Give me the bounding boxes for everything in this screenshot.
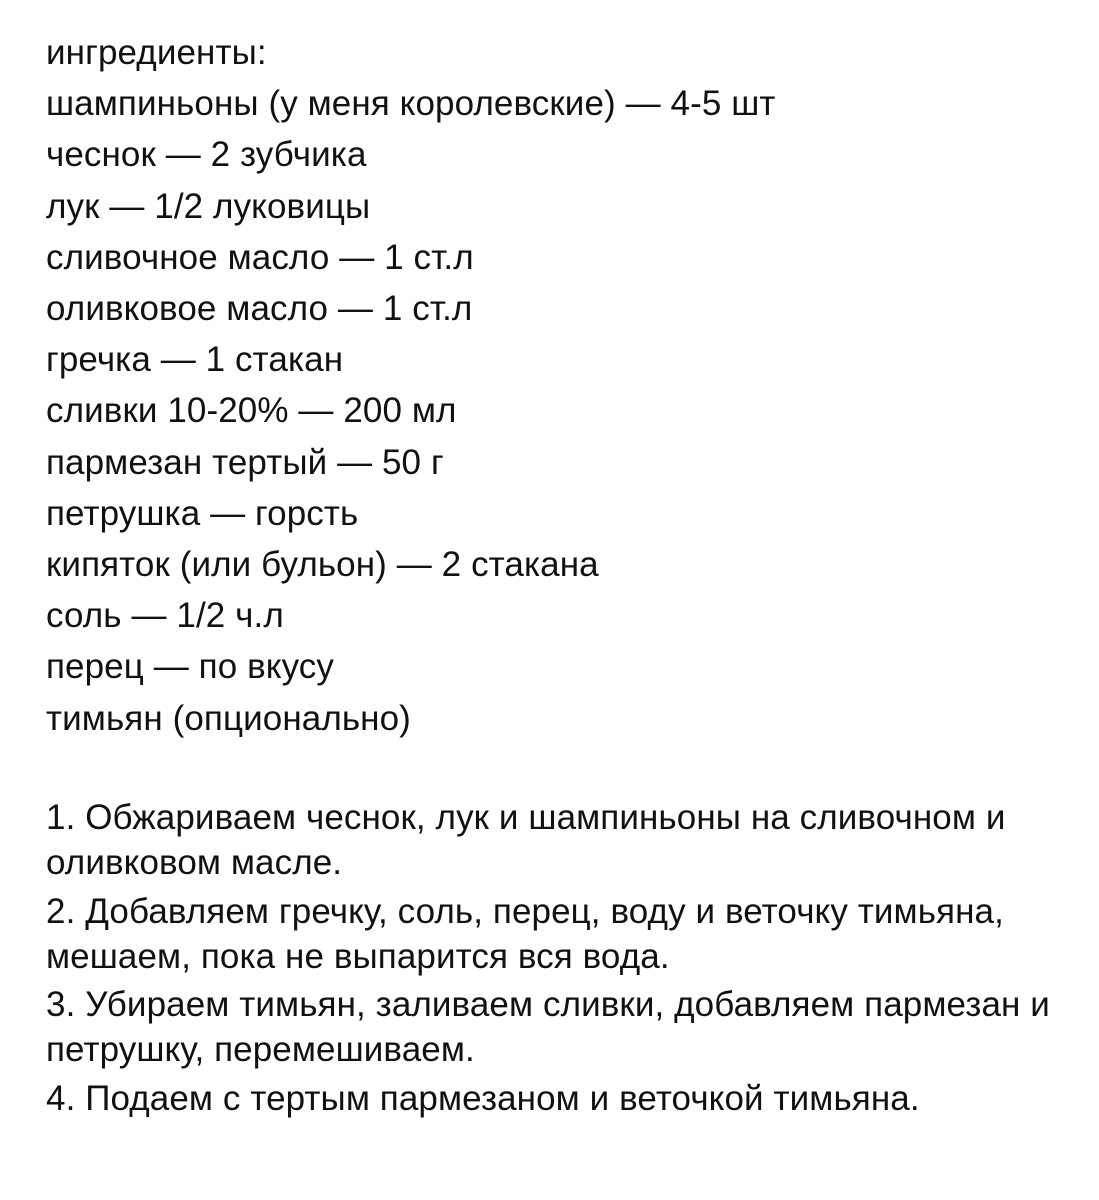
ingredient-item: петрушка — горсть xyxy=(46,493,359,533)
ingredient-item: перец — по вкусу xyxy=(46,647,334,687)
ingredients-title: ингредиенты: xyxy=(46,33,267,72)
ingredient-item: тимьян (опционально) xyxy=(46,698,411,738)
ingredient-item: шампиньоны (у меня королевские) — 4-5 шт xyxy=(46,84,776,124)
recipe-step: 1. Обжариваем чеснок, лук и шампиньоны на сливочном и оливковом масле. xyxy=(46,798,1006,883)
ingredient-item: кипяток (или бульон) — 2 стакана xyxy=(46,545,599,585)
ingredient-item: соль — 1/2 ч.л xyxy=(46,596,284,636)
ingredient-item: лук — 1/2 луковицы xyxy=(46,186,371,226)
ingredient-item: оливковое масло — 1 ст.л xyxy=(46,289,473,329)
blank-line xyxy=(46,744,1076,795)
recipe-step: 4. Подаем с тертым пармезаном и веточкой тимьяна. xyxy=(46,1078,920,1118)
ingredient-item: гречка — 1 стакан xyxy=(46,340,344,380)
ingredient-item: пармезан тертый — 50 г xyxy=(46,442,444,482)
ingredient-item: чеснок — 2 зубчика xyxy=(46,135,367,175)
recipe-step: 2. Добавляем гречку, соль, перец, воду и веточку тимьяна, мешаем, пока не выпарится вся вода. xyxy=(46,891,1004,976)
ingredient-item: сливки 10-20% — 200 мл xyxy=(46,391,457,431)
ingredient-item: сливочное масло — 1 ст.л xyxy=(46,237,474,277)
recipe-note xyxy=(46,27,1076,1124)
recipe-step: 3. Убираем тимьян, заливаем сливки, добавляем пармезан и петрушку, перемешиваем. xyxy=(46,985,1050,1070)
